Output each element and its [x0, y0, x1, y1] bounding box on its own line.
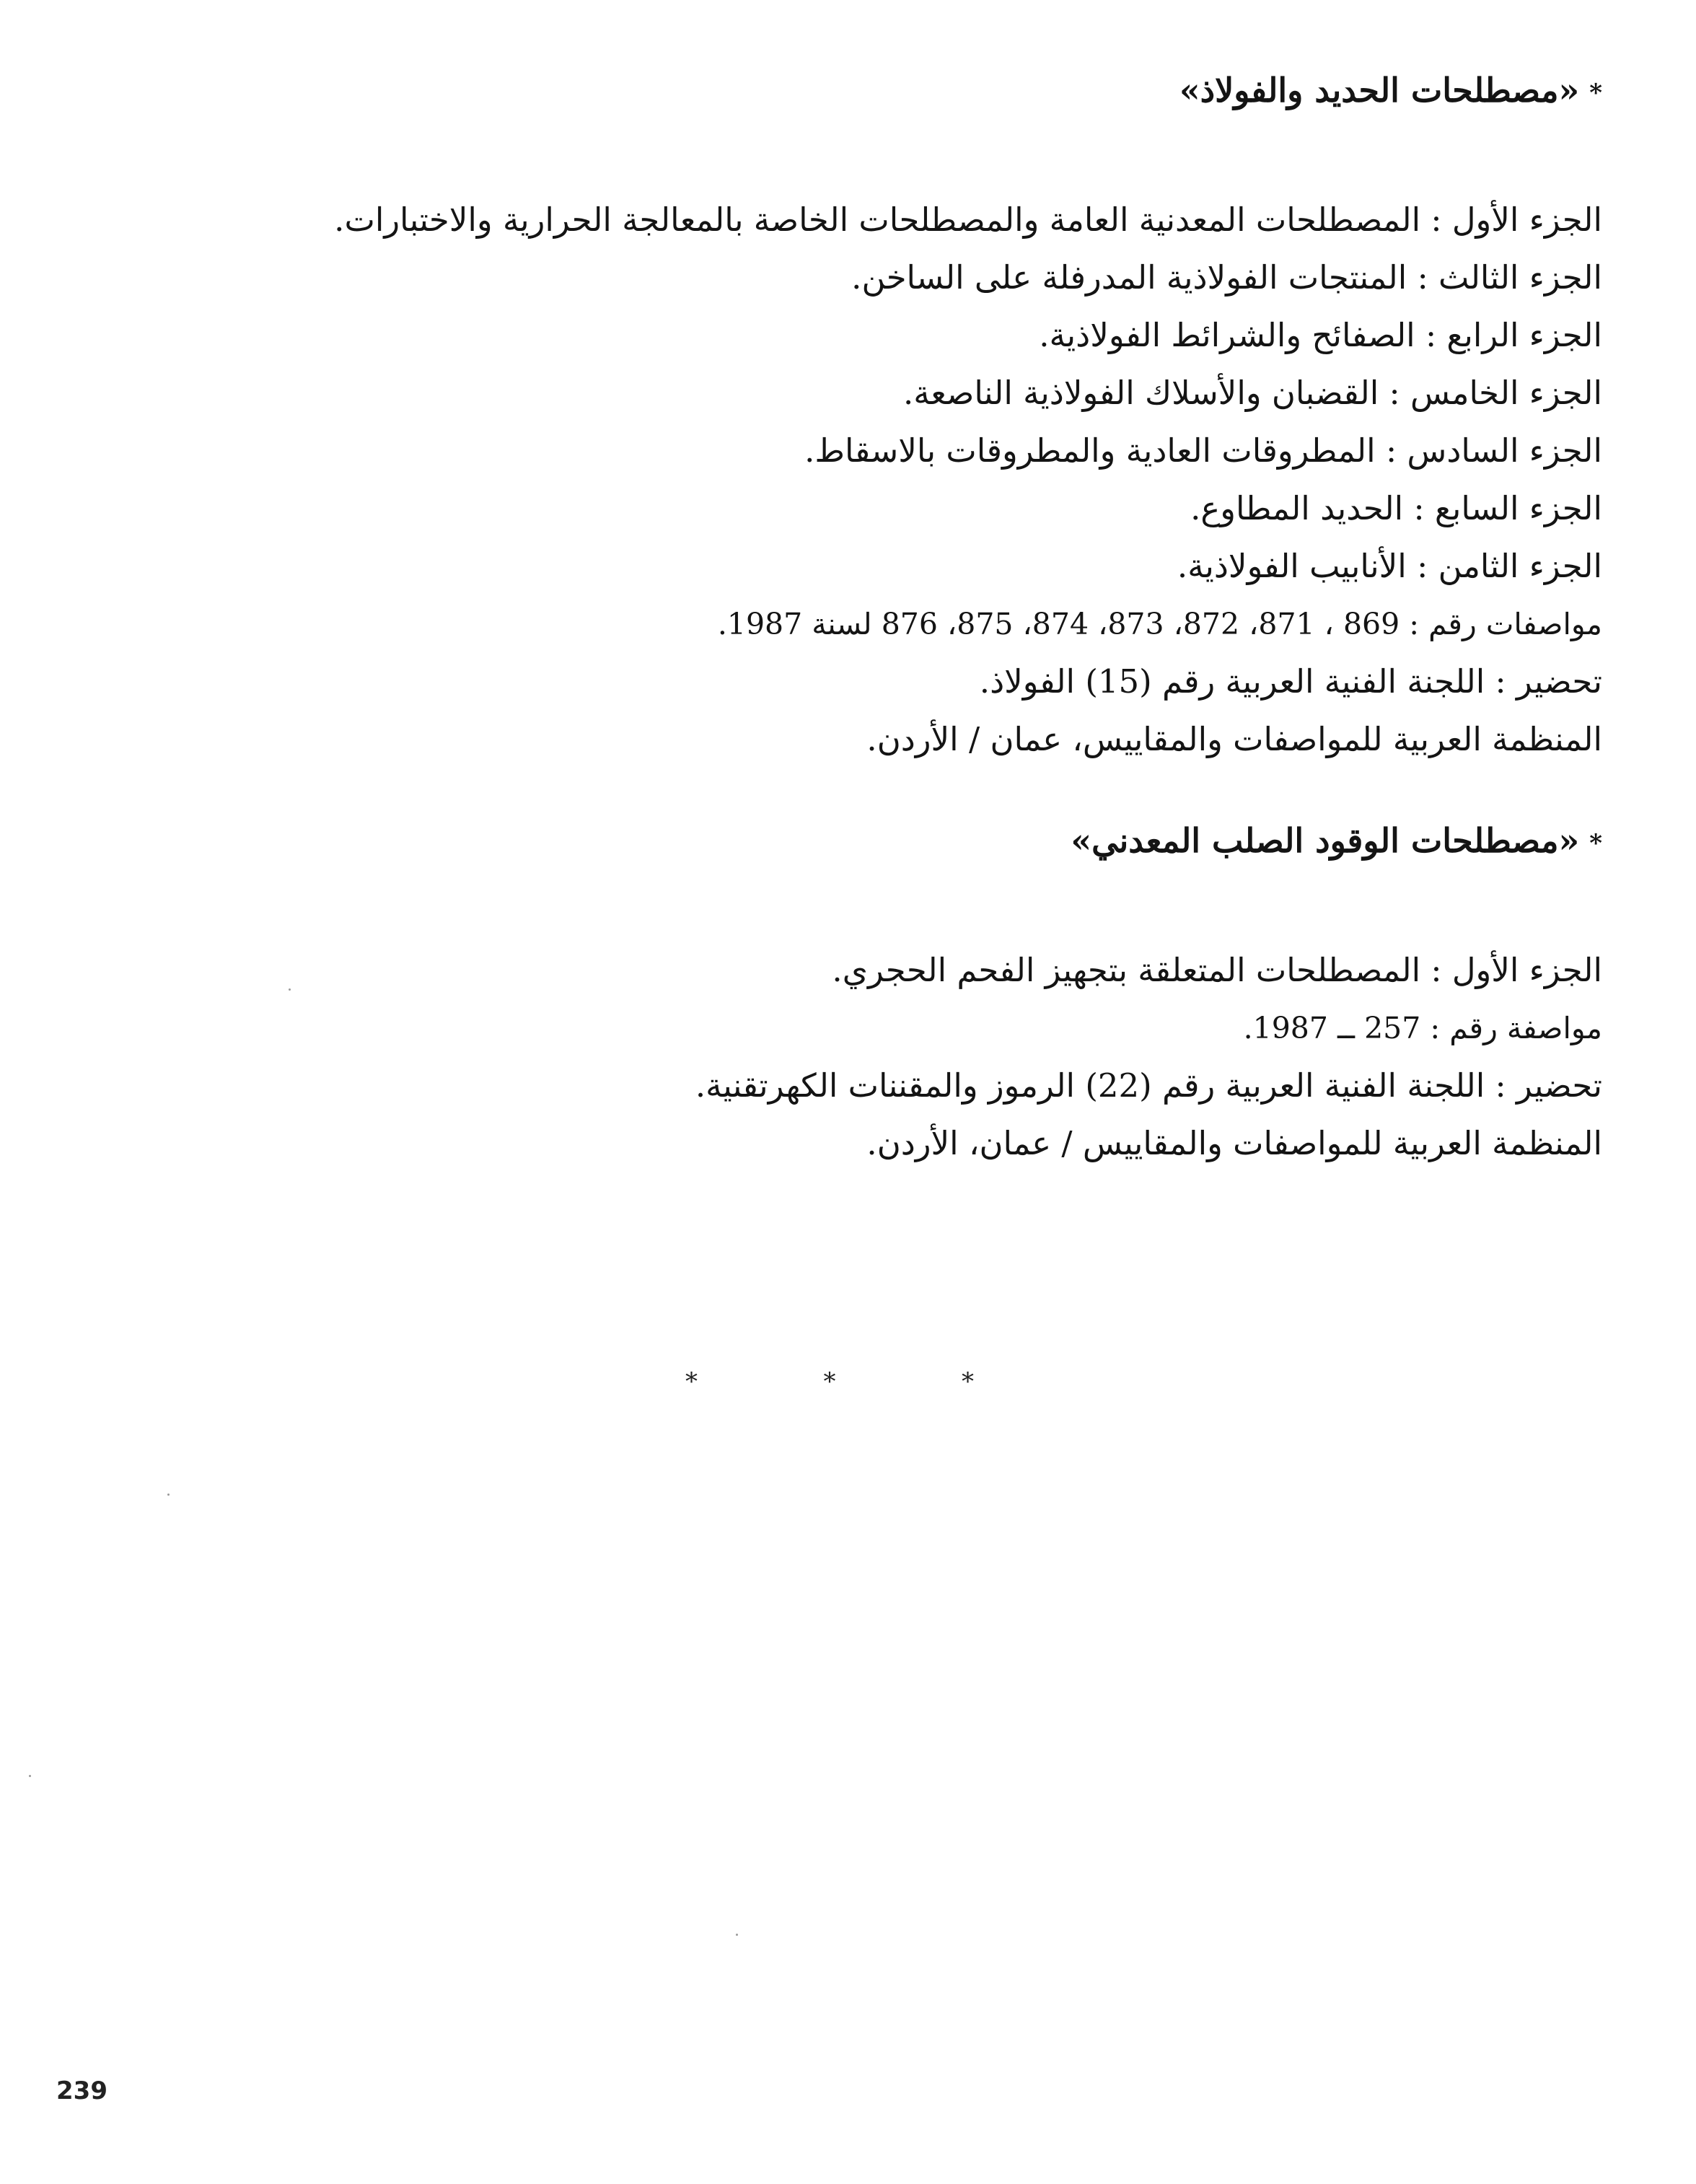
asterisk-separator: [685, 1367, 974, 1396]
asterisk-bullet: *: [1589, 79, 1602, 108]
part-line: الجزء السادس : المطروقات العادية والمطروقات بالاسقاط.: [804, 431, 1602, 470]
section-title: «مصطلحات الحديد والفولاذ»: [1179, 71, 1580, 110]
publisher: المنظمة العربية للمواصفات والمقاييس / عمان، الأردن.: [866, 1124, 1602, 1162]
scan-speck: [167, 1494, 170, 1496]
scan-speck: [29, 1775, 31, 1777]
spec-numbers: مواصفة رقم : 257 ــ 1987.: [1243, 1011, 1602, 1045]
page-number: 239: [56, 2076, 107, 2105]
asterisk: *: [685, 1367, 698, 1396]
publisher: المنظمة العربية للمواصفات والمقاييس، عمان / الأردن.: [866, 720, 1602, 758]
section-iron-steel-terms: [159, 61, 1602, 768]
asterisk-bullet: *: [1589, 829, 1602, 858]
prepared-by: تحضير : اللجنة الفنية العربية رقم (15) الفولاذ.: [979, 662, 1602, 701]
part-line: الجزء السابع : الحديد المطاوع.: [1190, 489, 1602, 527]
part-line: الجزء الأول : المصطلحات المتعلقة بتجهيز الفحم الحجري.: [832, 951, 1602, 989]
parts-list: [159, 191, 1602, 768]
prepared-by: تحضير : اللجنة الفنية العربية رقم (22) الرموز والمقننات الكهرتقنية.: [695, 1066, 1602, 1105]
section-solid-fuel-terms: [159, 812, 1602, 1172]
part-line: الجزء الخامس : القضبان والأسلاك الفولاذية الناصعة.: [903, 374, 1602, 412]
spec-numbers: مواصفات رقم : 869 ، 871، 872، 873، 874، 875، 876 لسنة 1987.: [717, 607, 1602, 641]
asterisk: *: [962, 1367, 974, 1396]
section-title: «مصطلحات الوقود الصلب المعدني»: [1071, 821, 1580, 860]
section-heading: [159, 61, 1602, 119]
section-heading: [159, 812, 1602, 869]
parts-list: [159, 942, 1602, 1172]
asterisk: *: [823, 1367, 836, 1396]
part-line: الجزء الرابع : الصفائح والشرائط الفولاذية.: [1039, 316, 1602, 354]
scan-speck: [289, 988, 291, 991]
part-line: الجزء الثامن : الأنابيب الفولاذية.: [1177, 547, 1602, 585]
part-line: الجزء الثالث : المنتجات الفولاذية المدرفلة على الساخن.: [851, 258, 1602, 297]
part-line: الجزء الأول : المصطلحات المعدنية العامة والمصطلحات الخاصة بالمعالجة الحرارية والاختبارات.: [334, 201, 1602, 239]
scan-speck: [736, 1934, 738, 1936]
